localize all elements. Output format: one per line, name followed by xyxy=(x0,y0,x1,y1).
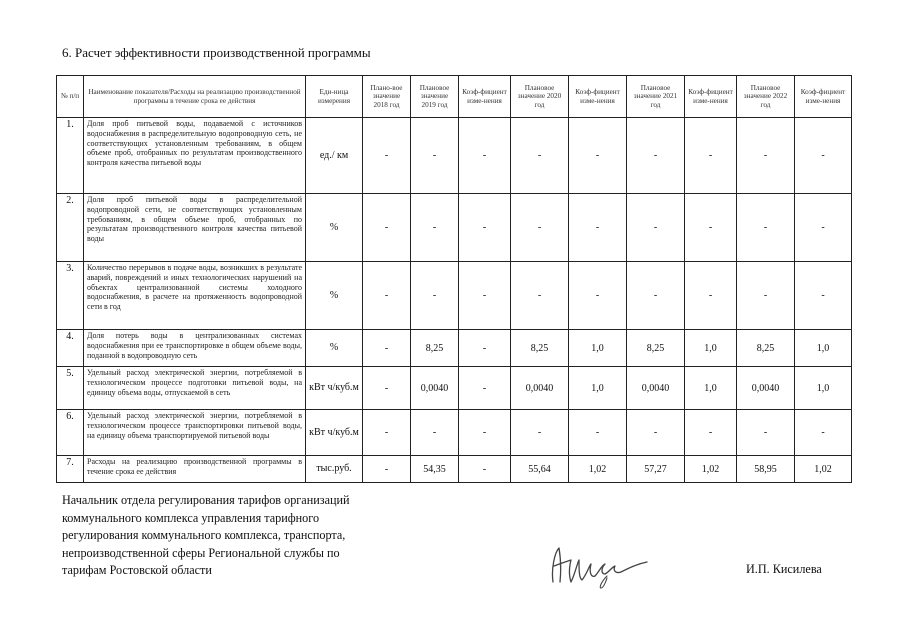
value-coef-2019: - xyxy=(459,367,511,410)
row-number: 6. xyxy=(57,410,84,456)
signer-name: И.П. Кисилева xyxy=(746,562,822,576)
value-coef-2019: - xyxy=(459,194,511,262)
table-row xyxy=(57,194,852,262)
value-plan-2022: - xyxy=(737,194,795,262)
value-plan-2018: - xyxy=(363,330,411,367)
value-coef-2019: - xyxy=(459,330,511,367)
value-coef-2020: - xyxy=(569,194,627,262)
signatory-position-line: непроизводственной сферы Региональной службы по xyxy=(62,545,340,560)
value-plan-2022: - xyxy=(737,410,795,456)
value-coef-2020: 1,02 xyxy=(569,456,627,483)
row-unit: кВт ч/куб.м xyxy=(306,367,363,410)
value-coef-2021: 1,0 xyxy=(685,367,737,410)
value-coef-2019: - xyxy=(459,456,511,483)
value-coef-2020: 1,0 xyxy=(569,330,627,367)
table-row xyxy=(57,118,852,194)
value-plan-2018: - xyxy=(363,410,411,456)
row-indicator-name: Доля проб питьевой воды, подаваемой с источников водоснабжения в распределительную водопроводную сеть, не соответствующих установленным требованиям, в общем объеме проб, отобранных по результатам производственного контроля качества питьевой воды xyxy=(84,118,306,194)
row-number: 5. xyxy=(57,367,84,410)
value-plan-2021: - xyxy=(627,194,685,262)
value-plan-2021: 57,27 xyxy=(627,456,685,483)
value-plan-2021: 8,25 xyxy=(627,330,685,367)
row-unit: кВт ч/куб.м xyxy=(306,410,363,456)
value-plan-2019: 54,35 xyxy=(411,456,459,483)
row-number: 2. xyxy=(57,194,84,262)
value-plan-2018: - xyxy=(363,367,411,410)
value-coef-2021: 1,0 xyxy=(685,330,737,367)
row-indicator-name: Удельный расход электрической энергии, потребляемой в технологическом процессе подготовки питьевой воды, на единицу объема воды, отпускаемой в сеть xyxy=(84,367,306,410)
row-indicator-name: Количество перерывов в подаче воды, возникших в результате аварий, повреждений и иных технологических нарушений на объектах централизованной системы холодного водоснабжения, в расчете на протяженность водопроводной сети в год xyxy=(84,262,306,330)
value-coef-2022: - xyxy=(795,262,852,330)
value-plan-2020: 55,64 xyxy=(511,456,569,483)
value-plan-2019: - xyxy=(411,118,459,194)
row-indicator-name: Доля проб питьевой воды в распределительной водопроводной сети, не соответствующих установленным требованиям, в общем объеме проб, отобранных по результатам производственного контроля качества питьевой воды xyxy=(84,194,306,262)
value-plan-2021: 0,0040 xyxy=(627,367,685,410)
table-row xyxy=(57,330,852,367)
value-coef-2021: - xyxy=(685,410,737,456)
signatory-position-line: коммунального комплекса управления тарифного xyxy=(62,510,320,525)
value-plan-2022: 0,0040 xyxy=(737,367,795,410)
row-indicator-name: Удельный расход электрической энергии, потребляемой в технологическом процессе транспортировки питьевой воды, на единицу объема транспортируемой питьевой воды xyxy=(84,410,306,456)
header-indicator: Наименование показателя/Расходы на реализацию производственной программы в течение срока ее действия xyxy=(84,76,306,118)
value-coef-2021: - xyxy=(685,262,737,330)
value-coef-2021: - xyxy=(685,194,737,262)
value-coef-2019: - xyxy=(459,118,511,194)
value-plan-2022: - xyxy=(737,262,795,330)
row-number: 7. xyxy=(57,456,84,483)
value-plan-2018: - xyxy=(363,194,411,262)
header-plan-2021: Плановое значение 2021 год xyxy=(627,76,685,118)
section-title: 6. Расчет эффективности производственной программы xyxy=(62,45,371,60)
value-coef-2020: - xyxy=(569,410,627,456)
value-plan-2020: - xyxy=(511,262,569,330)
signatory-position-line: тарифам Ростовской области xyxy=(62,563,212,578)
row-indicator-name: Расходы на реализацию производственной программы в течение срока ее действия xyxy=(84,456,306,483)
value-plan-2019: - xyxy=(411,262,459,330)
header-coef-2021: Коэф-фициент изме-нения xyxy=(685,76,737,118)
value-coef-2022: - xyxy=(795,410,852,456)
header-plan-2019: Плановое значение 2019 год xyxy=(411,76,459,118)
value-coef-2022: 1,0 xyxy=(795,367,852,410)
value-plan-2021: - xyxy=(627,410,685,456)
signatory-position-line: Начальник отдела регулирования тарифов организаций xyxy=(62,493,350,507)
value-plan-2020: - xyxy=(511,410,569,456)
header-coef-2020: Коэф-фициент изме-нения xyxy=(569,76,627,118)
row-indicator-name: Доля потерь воды в централизованных системах водоснабжения при ее транспортировке в общем объеме воды, поданной в водопроводную сеть xyxy=(84,330,306,367)
value-plan-2020: 8,25 xyxy=(511,330,569,367)
table-header-row xyxy=(57,76,852,118)
row-unit: тыс.руб. xyxy=(306,456,363,483)
header-plan-2020: Плановое значение 2020 год xyxy=(511,76,569,118)
value-plan-2018: - xyxy=(363,456,411,483)
value-coef-2022: - xyxy=(795,118,852,194)
header-unit: Еди-ница измерения xyxy=(306,76,363,118)
row-unit: % xyxy=(306,330,363,367)
value-coef-2020: - xyxy=(569,262,627,330)
table-row xyxy=(57,410,852,456)
value-plan-2022: 8,25 xyxy=(737,330,795,367)
header-plan-2018: Плано-вое значение 2018 год xyxy=(363,76,411,118)
value-plan-2021: - xyxy=(627,262,685,330)
header-plan-2022: Плановое значение 2022 год xyxy=(737,76,795,118)
signatory-position-line: регулирования коммунального комплекса, транспорта, xyxy=(62,528,346,543)
value-coef-2019: - xyxy=(459,410,511,456)
efficiency-table xyxy=(56,75,852,483)
value-coef-2020: - xyxy=(569,118,627,194)
value-coef-2021: - xyxy=(685,118,737,194)
row-unit: % xyxy=(306,194,363,262)
table-row xyxy=(57,262,852,330)
handwritten-signature xyxy=(545,538,655,590)
value-plan-2019: 0,0040 xyxy=(411,367,459,410)
value-coef-2022: 1,0 xyxy=(795,330,852,367)
row-unit: % xyxy=(306,262,363,330)
value-plan-2021: - xyxy=(627,118,685,194)
table-row xyxy=(57,456,852,483)
header-coef-2019: Коэф-фициент изме-нения xyxy=(459,76,511,118)
row-number: 4. xyxy=(57,330,84,367)
row-number: 1. xyxy=(57,118,84,194)
value-plan-2020: - xyxy=(511,194,569,262)
row-number: 3. xyxy=(57,262,84,330)
row-unit: ед./ км xyxy=(306,118,363,194)
value-plan-2018: - xyxy=(363,262,411,330)
value-plan-2022: - xyxy=(737,118,795,194)
header-coef-2022: Коэф-фициент изме-нения xyxy=(795,76,852,118)
value-plan-2019: 8,25 xyxy=(411,330,459,367)
value-plan-2020: 0,0040 xyxy=(511,367,569,410)
value-coef-2022: 1,02 xyxy=(795,456,852,483)
value-coef-2022: - xyxy=(795,194,852,262)
value-plan-2020: - xyxy=(511,118,569,194)
header-num: № п/п xyxy=(57,76,84,118)
value-plan-2019: - xyxy=(411,194,459,262)
value-plan-2022: 58,95 xyxy=(737,456,795,483)
value-coef-2021: 1,02 xyxy=(685,456,737,483)
value-coef-2020: 1,0 xyxy=(569,367,627,410)
signatory-position xyxy=(62,492,350,580)
value-plan-2018: - xyxy=(363,118,411,194)
table-row xyxy=(57,367,852,410)
value-plan-2019: - xyxy=(411,410,459,456)
value-coef-2019: - xyxy=(459,262,511,330)
